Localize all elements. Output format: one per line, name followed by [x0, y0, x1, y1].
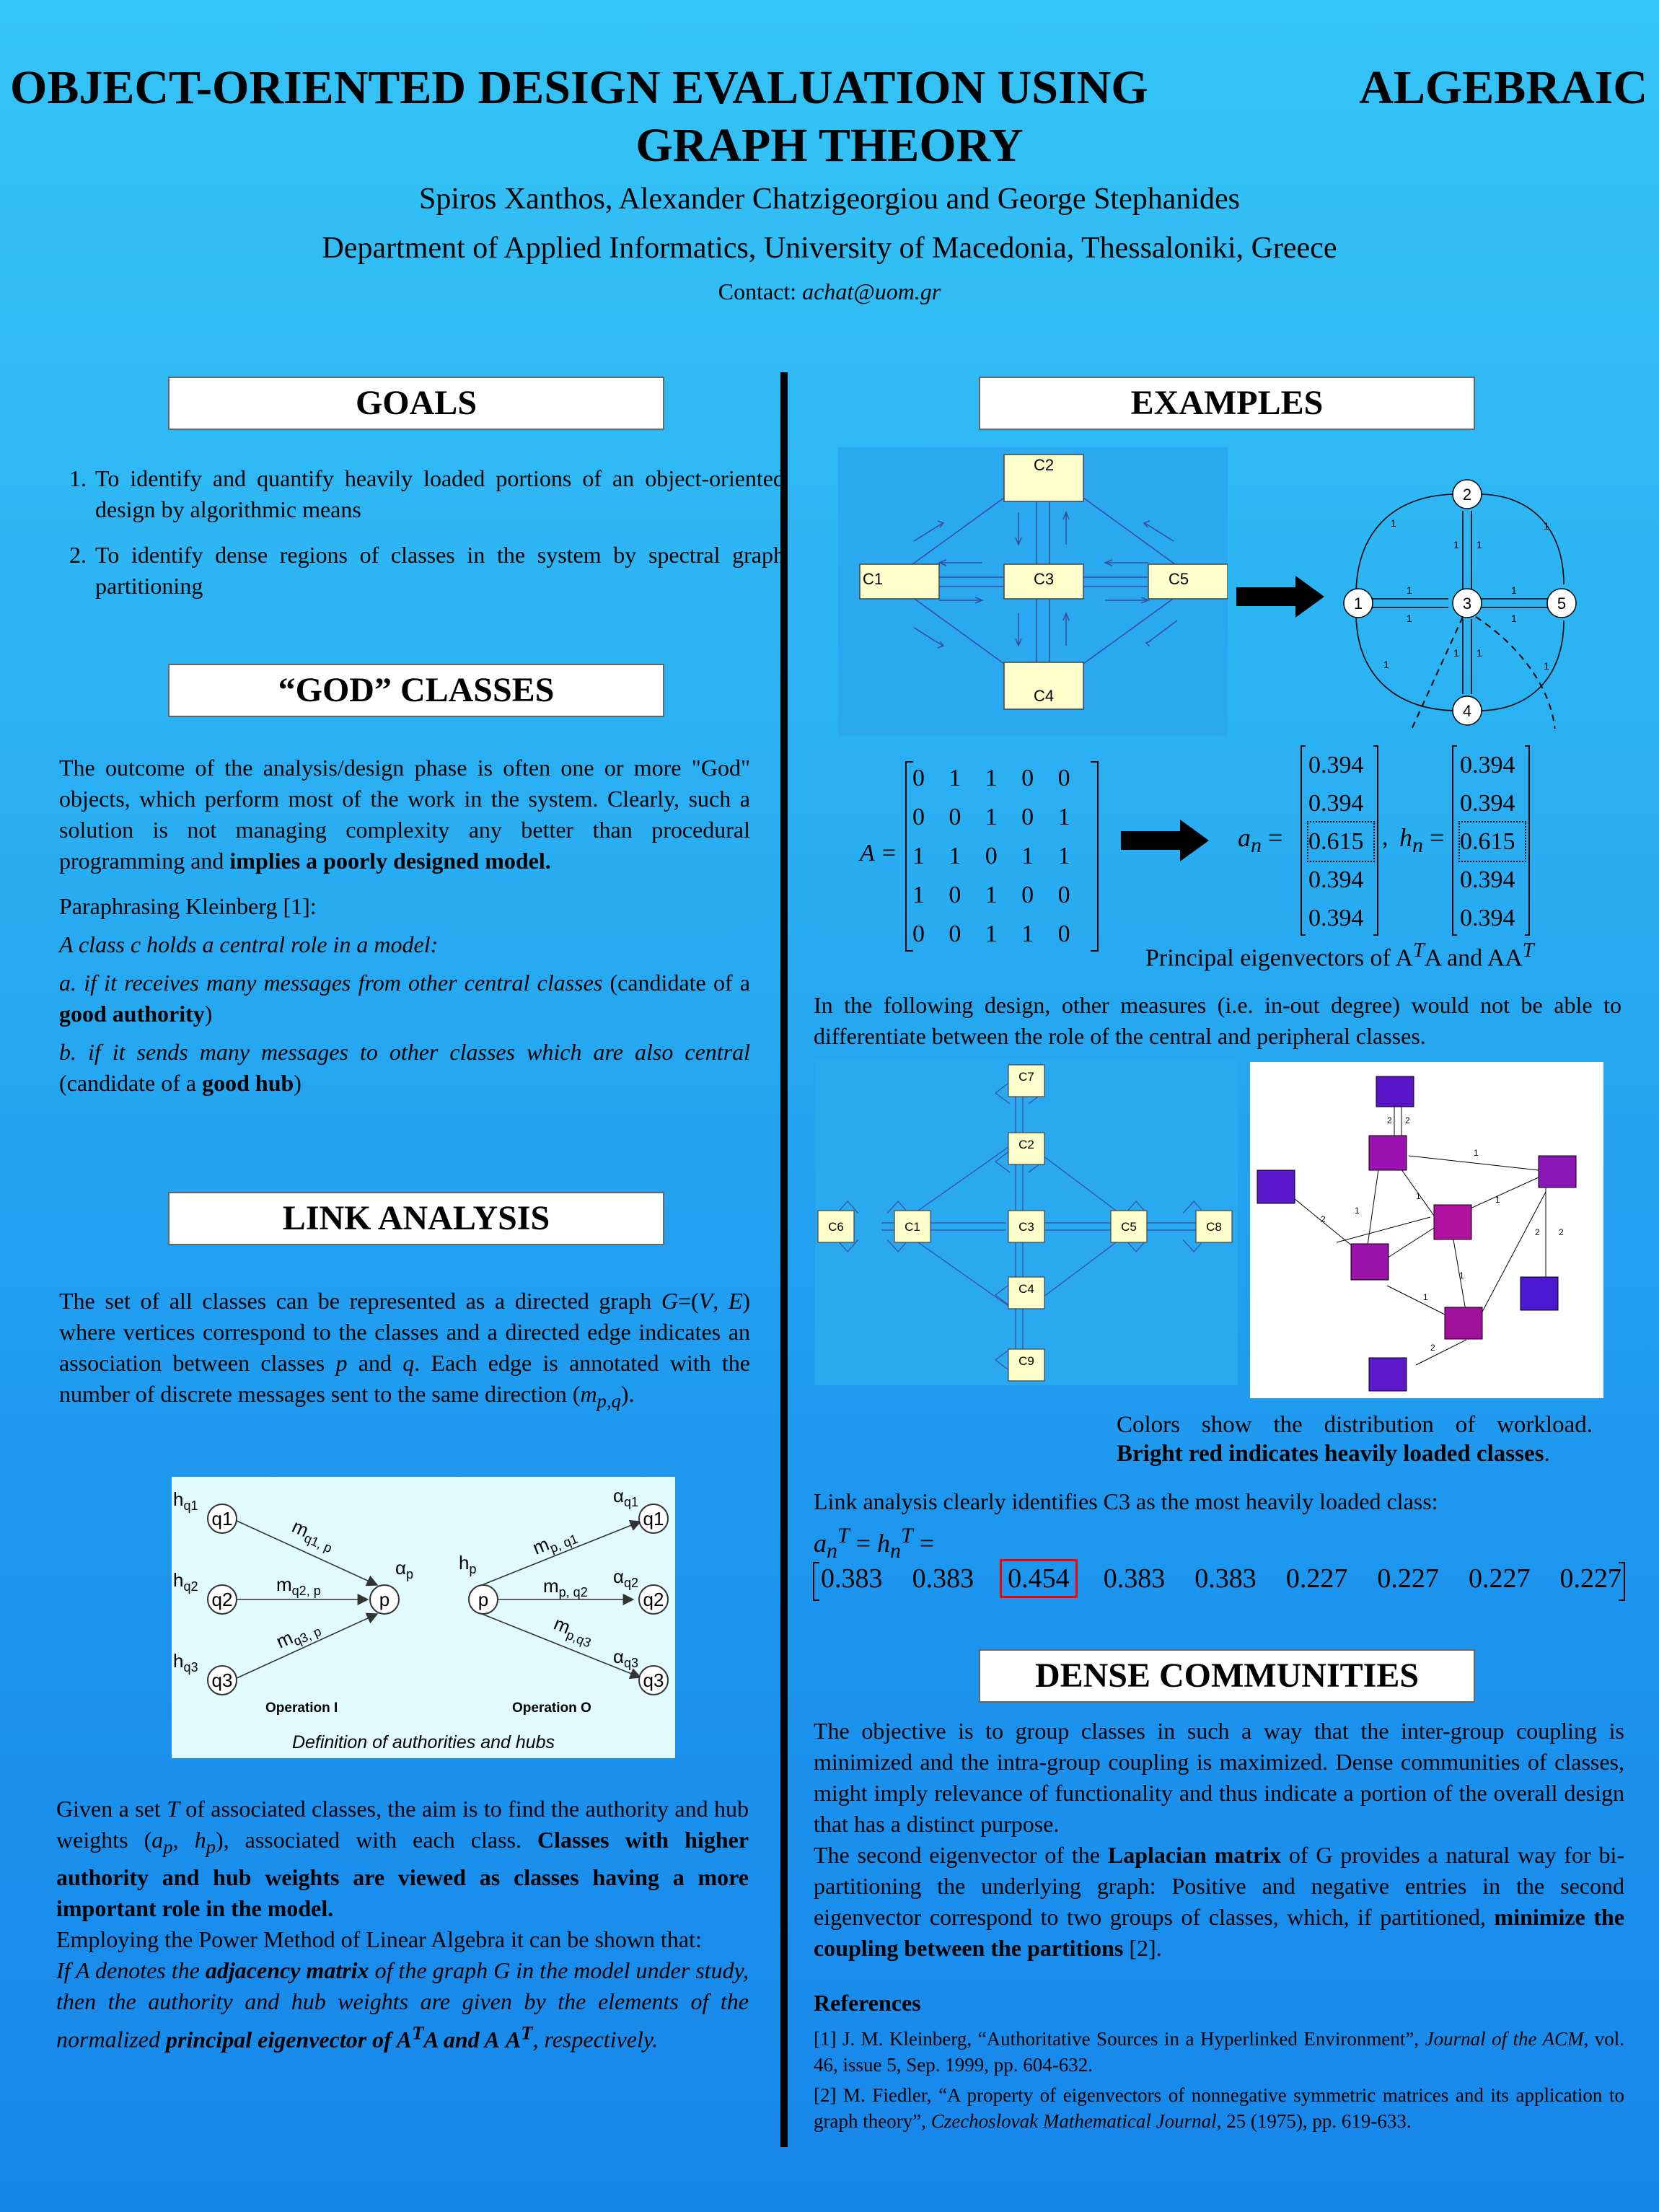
h-p: $h_p$ [459, 1552, 477, 1576]
node-q1: q1 [211, 1508, 233, 1529]
h-label: $h_{q2}$ [173, 1569, 198, 1594]
svg-text:2: 2 [1559, 1227, 1564, 1237]
dense-communities-text [814, 1716, 1624, 1964]
class-c4: C4 [1033, 687, 1055, 705]
m-label: $m_{q2, p}$ [276, 1574, 321, 1598]
svg-text:2: 2 [1387, 1115, 1392, 1125]
adjacency-matrix [857, 759, 1102, 954]
link-analysis-p1: The set of all classes can be represented as a directed graph G=(V, E) where vertices correspond to the classes and a directed edge indicates an association between classes p and q. Each edge is annotated with the number of discrete messages sent to the same direction $(m_{p,q})$. [59, 1288, 751, 1412]
god-b: b. if it sends many messages to other classes which are also central (candidate of a good hub) [59, 1039, 750, 1096]
class-c5: C5 [1121, 1220, 1137, 1234]
goal-item: 2. To identify dense regions of classes in the system by spectral graph partitioning [92, 540, 785, 602]
graph-node-3: 3 [1462, 594, 1472, 613]
class-c1: C1 [862, 570, 884, 588]
god-a: a. if it receives many messages from other central classes (candidate of a good authority) [59, 970, 751, 1027]
m-label: $m_{p, q2}$ [543, 1575, 588, 1599]
svg-text:1: 1 [1355, 1206, 1360, 1216]
node-q2: q2 [211, 1589, 233, 1610]
link-analysis-p2: Given a set T of associated classes, the aim is to find the authority and hub weights ($a_p$, $h_p$), associated with each class. Classes with higher authority and hub weights are viewed as classes having a more important role in the model. Employing the Power Method of Linear Algebra it can be shown that: If A denotes the adjacency matrix of the graph G in the model under study, then the authority and hub weights are given by the elements of the normalized principal eigenvector of $A^TA$ and A $A^T$, respectively. [56, 1794, 749, 2055]
a-vector: 0.394 0.394 0.615 0.394 0.394 [1308, 746, 1373, 937]
svg-text:1: 1 [1511, 613, 1517, 624]
class-c6: C6 [828, 1220, 844, 1234]
h-n-label: $h_n$ = [1399, 823, 1445, 858]
alpha-q: $\alpha_{q1}$ [613, 1485, 639, 1509]
god-p1: The outcome of the analysis/design phase is often one or more "God" objects, which perform most of the work in the system. Clearly, such a solution is not managing complexity any better than procedural programming and implies a poorly designed model. [59, 755, 750, 874]
node-p: p [478, 1589, 489, 1610]
class-c2: C2 [1018, 1138, 1034, 1151]
alpha-q: $\alpha_{q2}$ [613, 1566, 639, 1590]
m-label: $m_{q1, p}$ [289, 1515, 335, 1556]
reference-1: [1] J. M. Kleinberg, “Authoritative Sources in a Hyperlinked Environment”, Journal of the ACM, vol. 46, issue 5, Sep. 1999, pp. 604-632. [814, 2028, 1624, 2076]
svg-text:1: 1 [1391, 517, 1396, 529]
operation-o-label: Operation O [512, 1700, 591, 1716]
contact-email[interactable]: achat@uom.gr [802, 278, 941, 304]
arrow-icon [1236, 576, 1324, 618]
class-diagram-2 [815, 1061, 1238, 1385]
vector-value: 0.383 [821, 1563, 883, 1594]
class-c2: C2 [1033, 456, 1055, 474]
node-p: p [379, 1589, 390, 1610]
svg-text:1: 1 [1477, 539, 1482, 550]
class-c4: C4 [1018, 1282, 1034, 1296]
vector-value: 0.383 [912, 1563, 974, 1594]
h-label: $h_{q1}$ [173, 1488, 198, 1513]
link-analysis-result-text: Link analysis clearly identifies C3 as the most heavily loaded class: [814, 1488, 1438, 1514]
alpha-q: $\alpha_{q3}$ [613, 1646, 639, 1670]
references-heading: References [814, 1990, 921, 2016]
department: Department of Applied Informatics, University of Macedonia, Thessaloniki, Greece [322, 232, 1337, 265]
vector-value: 0.227 [1468, 1563, 1531, 1594]
svg-text:1: 1 [1423, 1292, 1428, 1302]
link-analysis-heading: LINK ANALYSIS [168, 1192, 664, 1245]
svg-text:2: 2 [1321, 1214, 1326, 1224]
h-vector: 0.394 0.394 0.615 0.394 0.394 [1460, 746, 1525, 937]
svg-text:1: 1 [1477, 647, 1482, 659]
class-c5: C5 [1168, 570, 1189, 588]
node-q2: q2 [643, 1589, 664, 1610]
link-p4: If A denotes the adjacency matrix of the graph G in the model under study, then the authority and hub weights are given by the elements of the normalized principal eigenvector of $A^TA$ and A $A^T$, respectively. [56, 1957, 749, 2053]
class-c9: C9 [1018, 1354, 1034, 1368]
authorities-hubs-figure [172, 1477, 675, 1758]
svg-text:1: 1 [1544, 520, 1549, 532]
goals-list [59, 463, 785, 616]
svg-text:2: 2 [1535, 1227, 1540, 1237]
eigenvector-caption: Principal eigenvectors of $A^TA$ and $AA^T$ [1145, 939, 1534, 972]
authority-vector [812, 1560, 1627, 1603]
vector-value: 0.227 [1377, 1563, 1439, 1594]
svg-text:2: 2 [1405, 1115, 1410, 1125]
graph-node-4: 4 [1462, 702, 1472, 720]
dense-p2: The second eigenvector of the Laplacian matrix of G provides a natural way for bi-partitioning the underlying graph: Positive and negative entries in the second eigenvector correspond to two groups of classes, which, if partitioned, minimize the coupling between the partitions [2]. [814, 1842, 1625, 1961]
svg-text:1: 1 [1407, 584, 1412, 596]
svg-text:1: 1 [1474, 1148, 1479, 1158]
design-text: In the following design, other measures (i.e. in-out degree) would not be able to differentiate between the role of the central and peripheral classes. [814, 992, 1621, 1049]
m-label: $m_{q3, p}$ [273, 1623, 324, 1653]
title-line2: GRAPH THEORY [635, 119, 1024, 172]
workload-graph [1250, 1062, 1603, 1398]
svg-text:1: 1 [1416, 1191, 1421, 1201]
matrix-table: 0 1 1 0 0 0 0 1 0 1 1 1 0 1 1 1 0 1 0 0 0 0 1 1 0 [912, 765, 1070, 947]
dense-communities-heading: DENSE COMMUNITIES [979, 1649, 1475, 1703]
svg-text:1: 1 [1511, 584, 1517, 596]
authors: Spiros Xanthos, Alexander Chatzigeorgiou and George Stephanides [418, 183, 1241, 216]
node-q3: q3 [211, 1669, 233, 1691]
references-list [814, 2026, 1624, 2134]
examples-heading: EXAMPLES [979, 377, 1475, 430]
a-n-label: $a_n$ = [1238, 823, 1283, 858]
god-p2: Paraphrasing Kleinberg [1]: [59, 893, 317, 919]
svg-text:1: 1 [1544, 660, 1549, 672]
m-label: $m_{p,q3}$ [550, 1612, 594, 1651]
class-c7: C7 [1018, 1070, 1034, 1084]
contact [0, 278, 1659, 305]
vector-value: 0.227 [1559, 1563, 1621, 1594]
graph-node-5: 5 [1557, 594, 1567, 613]
column-divider [780, 372, 788, 2147]
svg-text:1: 1 [1495, 1195, 1500, 1205]
workload-text-2: Bright red indicates heavily loaded classes. [1117, 1441, 1550, 1467]
node-q1: q1 [643, 1508, 664, 1529]
god-classes-text [59, 752, 750, 1099]
alpha-p: $\alpha_p$ [395, 1557, 414, 1581]
vector-value: 0.383 [1194, 1563, 1257, 1594]
h-label: $h_{q3}$ [173, 1650, 198, 1675]
link-p3: Employing the Power Method of Linear Algebra it can be shown that: [56, 1926, 702, 1953]
matrix-label: A = [860, 840, 897, 866]
vector-value: 0.227 [1285, 1563, 1348, 1594]
title-line1-left: OBJECT-ORIENTED DESIGN EVALUATION USING [10, 61, 1148, 114]
svg-text:1: 1 [1383, 659, 1389, 670]
class-c8: C8 [1206, 1220, 1222, 1234]
vector-value: 0.383 [1103, 1563, 1166, 1594]
node-q3: q3 [643, 1669, 664, 1691]
class-c3: C3 [1033, 570, 1055, 588]
god-p3: A class c holds a central role in a model: [59, 931, 439, 957]
god-classes-heading: “GOD” CLASSES [168, 664, 664, 717]
reference-2: [2] M. Fiedler, “A property of eigenvectors of nonnegative symmetric matrices and its application to graph theory”, Czechoslovak Mathematical Journal, 25 (1975), pp. 619-633. [814, 2084, 1624, 2132]
arrow-icon [1121, 820, 1209, 861]
figure-caption: Definition of authorities and hubs [291, 1732, 555, 1752]
title-line1-right: ALGEBRAIC [1359, 61, 1647, 114]
dense-p1: The objective is to group classes in such a way that the inter-group coupling is minimized and the intra-group coupling is maximized. Dense communities of classes, might imply relevance of functionality and thus indicate a portion of the overall design that has a distinct purpose. [814, 1718, 1624, 1837]
graph-node-2: 2 [1462, 486, 1472, 504]
svg-text:1: 1 [1453, 539, 1459, 550]
goals-heading: GOALS [168, 377, 664, 430]
m-label: $m_{p, q1}$ [529, 1531, 580, 1559]
vector-value-highlight: 0.454 [1003, 1563, 1074, 1594]
svg-text:2: 2 [1430, 1343, 1435, 1353]
svg-text:1: 1 [1453, 647, 1459, 659]
class-diagram-1 [838, 447, 1228, 736]
digraph-1 [1334, 469, 1594, 729]
eigenvectors: $a_n$ = 0.394 0.394 0.615 0.394 0.394 , $h_n$ = 0.394 0.394 0.615 0.394 0.394 [1235, 743, 1581, 938]
contact-label: Contact: [718, 278, 797, 304]
goal-item: 1. To identify and quantify heavily loaded portions of an object-oriented design by algorithmic means [92, 463, 785, 525]
operation-i-label: Operation I [265, 1700, 338, 1716]
workload-text-1: Colors show the distribution of workload. [1117, 1412, 1593, 1438]
class-c1: C1 [905, 1220, 920, 1234]
graph-node-1: 1 [1353, 594, 1363, 613]
svg-text:1: 1 [1407, 613, 1412, 624]
class-c3: C3 [1018, 1220, 1034, 1234]
svg-text:1: 1 [1459, 1270, 1464, 1281]
eigen-equation: $a_n^T = h_n^T$ = [814, 1524, 934, 1563]
